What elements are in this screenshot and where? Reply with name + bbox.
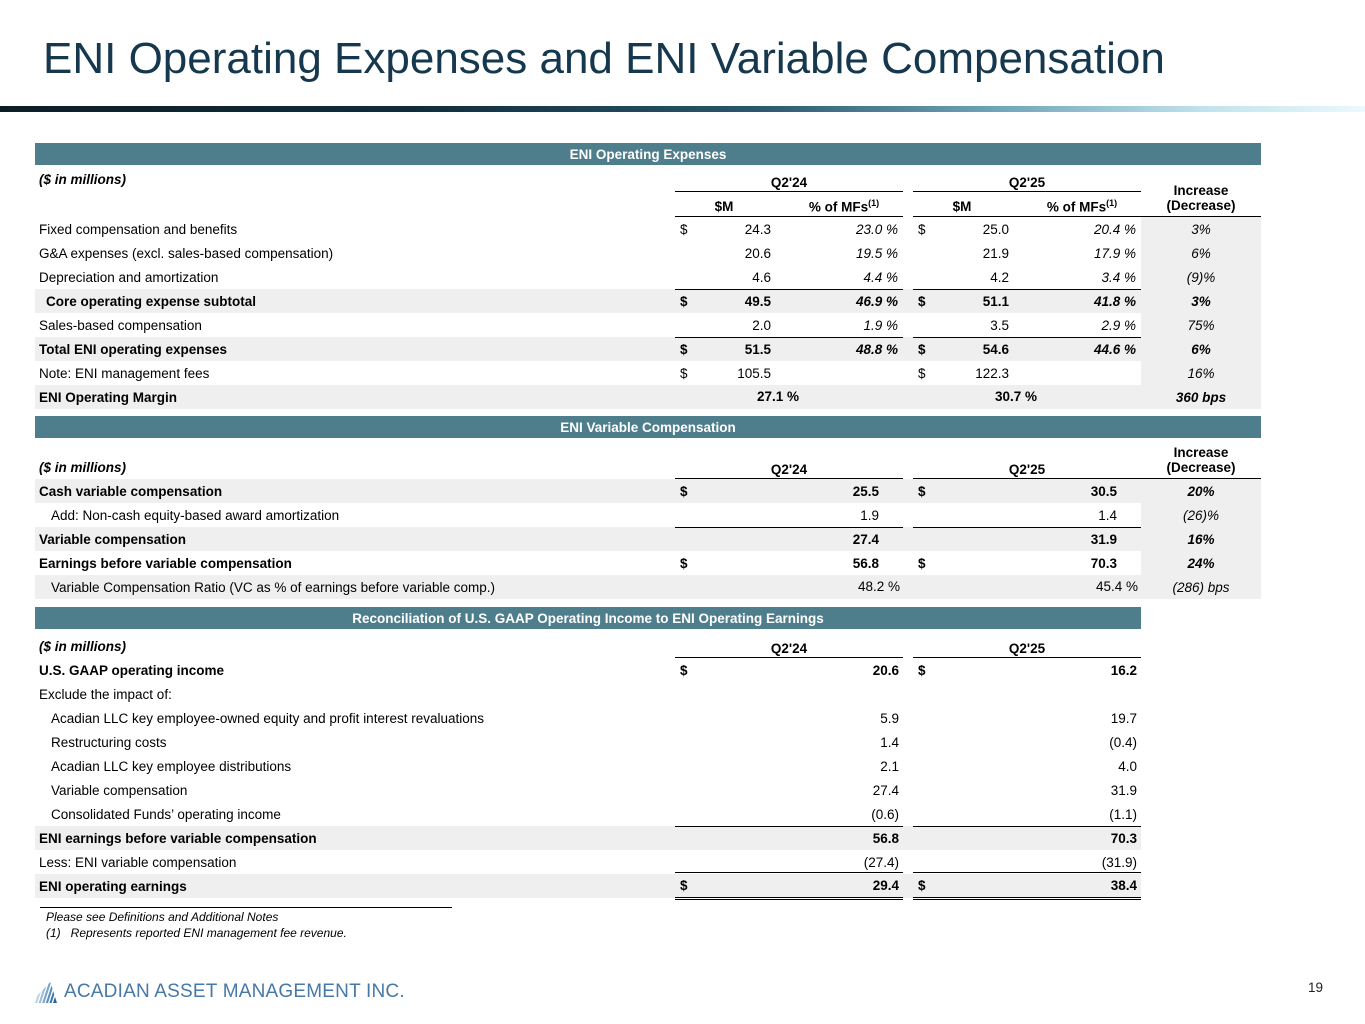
q224-cells: [675, 289, 903, 314]
table-row: [35, 241, 1261, 265]
increase-cell: 75%: [1141, 313, 1261, 337]
dollar-sign: $: [680, 365, 688, 381]
q224-cells: [675, 385, 903, 409]
table-row: [35, 265, 1261, 289]
pct-q224: 19.5 %: [855, 245, 898, 261]
value-q225: (1.1): [1109, 806, 1137, 822]
q225-cells: [913, 337, 1141, 362]
dollar-sign: $: [680, 877, 688, 893]
row-label: Core operating expense subtotal: [46, 293, 257, 309]
row-label: G&A expenses (excl. sales-based compensation): [39, 245, 334, 261]
increase-cell: 3%: [1141, 289, 1261, 313]
value-q224: 25.5: [852, 483, 879, 499]
table-row: [35, 802, 1141, 826]
increase-cell: (26)%: [1141, 503, 1261, 527]
row-label: ENI Operating Margin: [39, 389, 178, 405]
increase-line2: (Decrease): [1166, 460, 1236, 475]
q224-cells: [675, 754, 903, 778]
units-label: ($ in millions): [39, 639, 127, 654]
subcol-pct-of-mfs: [773, 198, 903, 215]
q225-cells: [913, 706, 1141, 730]
value-q225: 122.3: [975, 365, 1009, 381]
value-q224: 20.6: [744, 245, 771, 261]
table-row: [35, 778, 1141, 802]
row-label: Consolidated Funds’ operating income: [51, 806, 281, 822]
q224-cells: [675, 778, 903, 802]
row-label: Acadian LLC key employee distributions: [51, 758, 292, 774]
row-label: Fixed compensation and benefits: [39, 221, 238, 237]
row-label: Less: ENI variable compensation: [39, 854, 237, 870]
increase-cell: (9)%: [1141, 265, 1261, 289]
value-q224: 105.5: [737, 365, 771, 381]
table-row: [35, 754, 1141, 778]
value-q224: 29.4: [872, 877, 899, 893]
increase-line1: Increase: [1173, 445, 1229, 460]
column-gap: [903, 629, 913, 658]
value-q225: 4.2: [990, 269, 1009, 285]
row-label: Total ENI operating expenses: [39, 341, 228, 357]
table-row: [35, 874, 1141, 898]
q224-cells: [675, 575, 903, 599]
table-row: [35, 503, 1261, 527]
table-title: ENI Operating Expenses: [569, 146, 727, 162]
column-header-row: [35, 629, 1141, 658]
table-row: [35, 575, 1261, 599]
value-q224: 48.2 %: [857, 579, 900, 594]
q225-cells: [913, 217, 1141, 241]
dollar-sign: $: [680, 221, 688, 237]
pct-q224: 1.9 %: [863, 317, 898, 333]
col-header-q224: Q2'24: [675, 175, 903, 192]
value-q225: 19.7: [1110, 710, 1137, 726]
table-row: [35, 289, 1261, 313]
subheader-q225: [913, 192, 1141, 217]
subcol-dollar-m: $M: [952, 199, 972, 214]
q225-cells: [913, 385, 1141, 409]
value-q225: 51.1: [982, 294, 1009, 309]
value-q224: (27.4): [863, 854, 899, 870]
q224-cells: [675, 826, 903, 851]
q224-cells: [675, 361, 903, 385]
pct-q224: 46.9 %: [855, 294, 898, 309]
dollar-sign: $: [918, 877, 926, 893]
table-row: [35, 551, 1261, 575]
acadian-logo-icon: [30, 982, 57, 1003]
q224-cells: [675, 551, 903, 575]
value-q225: 38.4: [1110, 877, 1137, 893]
col-header-q224: Q2'24: [675, 641, 903, 658]
value-q224: 49.5: [744, 294, 771, 309]
table-row: [35, 385, 1261, 409]
table-row: [35, 730, 1141, 754]
value-q224: 24.3: [744, 221, 771, 237]
dollar-sign: $: [918, 483, 926, 499]
q224-cells: [675, 479, 903, 503]
value-q225: (0.4): [1109, 734, 1137, 750]
increase-cell: 6%: [1141, 337, 1261, 361]
pct-of-mfs-label: % of MFs: [808, 199, 869, 214]
table-row: [35, 826, 1141, 850]
table-header-bar: [35, 607, 1141, 629]
subcol-dollar-m: $M: [714, 199, 734, 214]
q225-cells: [913, 479, 1141, 503]
pct-q225: 2.9 %: [1101, 317, 1136, 333]
pct-of-mfs-label: % of MFs: [1046, 199, 1107, 214]
q224-cells: [675, 730, 903, 754]
dollar-sign: $: [918, 294, 926, 309]
footnote-divider: [40, 907, 452, 908]
table-header-bar: [35, 416, 1261, 438]
page-title: ENI Operating Expenses and ENI Variable Compensation: [43, 34, 1165, 83]
q225-cells: [913, 265, 1141, 289]
table-row: [35, 217, 1261, 241]
q224-cells: [675, 850, 903, 874]
row-label: Sales-based compensation: [39, 317, 202, 333]
row-label: ENI operating earnings: [39, 878, 187, 894]
col-header-q225: Q2'25: [913, 175, 1141, 192]
row-label: Add: Non-cash equity-based award amortization: [51, 507, 340, 523]
value-q224: (0.6): [871, 806, 899, 822]
footer-brand: [30, 981, 405, 1003]
q224-cells: [675, 706, 903, 730]
dollar-sign: $: [680, 342, 688, 357]
q225-cells: [913, 778, 1141, 802]
q225-cells: [913, 850, 1141, 874]
table-row: [35, 337, 1261, 361]
pct-q225: 41.8 %: [1093, 294, 1136, 309]
value-q225: (31.9): [1101, 854, 1137, 870]
col-header-q225: Q2'25: [913, 462, 1141, 479]
increase-cell: 24%: [1141, 551, 1261, 575]
table-row: [35, 361, 1261, 385]
q224-cells: [675, 872, 903, 900]
q225-cells: [913, 826, 1141, 851]
pct-q225: 17.9 %: [1093, 245, 1136, 261]
value-q224: 20.6: [872, 662, 899, 678]
row-label: Variable Compensation Ratio (VC as % of earnings before variable comp.): [51, 579, 495, 595]
value-q225: 30.7 %: [994, 389, 1037, 404]
q224-cells: [675, 217, 903, 241]
dollar-sign: $: [680, 483, 688, 499]
subcol-pct-of-mfs: [1011, 198, 1141, 215]
table-row: [35, 658, 1141, 682]
subheader-q224: [675, 192, 903, 217]
pct-q224: 23.0 %: [855, 221, 898, 237]
value-q224: 56.8: [872, 831, 899, 846]
table-gaap-reconciliation: [35, 607, 1141, 898]
row-label: Earnings before variable compensation: [39, 555, 292, 571]
value-q225: 4.0: [1118, 758, 1137, 774]
value-q224: 2.1: [880, 758, 899, 774]
q225-cells: [913, 503, 1141, 527]
value-q224: 2.0: [752, 317, 771, 333]
dollar-sign: $: [680, 555, 688, 571]
dollar-sign: $: [918, 365, 926, 381]
dollar-sign: $: [918, 662, 926, 678]
value-q224: 1.9: [860, 507, 879, 523]
pct-q225: 20.4 %: [1093, 221, 1136, 237]
q224-cells: [675, 658, 903, 682]
dollar-sign: $: [918, 221, 926, 237]
q224-cells: [675, 682, 903, 706]
value-q224: 27.4: [852, 532, 879, 547]
row-label: Cash variable compensation: [39, 483, 223, 499]
q225-cells: [913, 289, 1141, 314]
increase-line2: (Decrease): [1166, 198, 1236, 213]
column-header-row: [35, 165, 1261, 217]
row-label: Exclude the impact of:: [39, 686, 172, 702]
row-label: U.S. GAAP operating income: [39, 662, 225, 678]
table-row: [35, 850, 1141, 874]
pct-q224: 4.4 %: [863, 269, 898, 285]
footnote-marker: (1): [868, 197, 880, 208]
col-header-increase: [1141, 165, 1261, 217]
value-q224: 1.4: [880, 734, 899, 750]
value-q225: 25.0: [982, 221, 1009, 237]
footnote-definitions: Please see Definitions and Additional Notes: [46, 910, 279, 924]
q225-cells: [913, 575, 1141, 599]
value-q224: 4.6: [752, 269, 771, 285]
pct-q225: 44.6 %: [1093, 342, 1136, 357]
q225-cells: [913, 551, 1141, 575]
dollar-sign: $: [918, 342, 926, 357]
increase-cell: 3%: [1141, 217, 1261, 241]
q225-cells: [913, 872, 1141, 900]
q224-cells: [675, 313, 903, 337]
increase-cell: 6%: [1141, 241, 1261, 265]
value-q224: 27.1 %: [756, 389, 799, 404]
q225-cells: [913, 361, 1141, 385]
value-q225: 1.4: [1098, 507, 1117, 523]
value-q225: 45.4 %: [1095, 579, 1138, 594]
table-row: [35, 682, 1141, 706]
table-row: [35, 479, 1261, 503]
dollar-sign: $: [680, 294, 688, 309]
increase-line1: Increase: [1173, 183, 1229, 198]
value-q225: 54.6: [982, 342, 1009, 357]
row-label: Depreciation and amortization: [39, 269, 219, 285]
table-header-bar: [35, 143, 1261, 165]
table-row: [35, 706, 1141, 730]
increase-cell: 360 bps: [1141, 385, 1261, 409]
title-divider-bar: [0, 106, 1365, 112]
table-eni-operating-expenses: [35, 143, 1261, 409]
table-title: Reconciliation of U.S. GAAP Operating Income to ENI Operating Earnings: [352, 610, 824, 626]
pct-q224: 48.8 %: [855, 342, 898, 357]
col-header-increase: [1141, 438, 1261, 479]
increase-cell: (286) bps: [1141, 575, 1261, 599]
value-q225: 70.3: [1090, 555, 1117, 571]
value-q225: 30.5: [1090, 483, 1117, 499]
increase-cell: 16%: [1141, 527, 1261, 551]
value-q224: 51.5: [744, 342, 771, 357]
table-row: [35, 313, 1261, 337]
q225-cells: [913, 754, 1141, 778]
q224-cells: [675, 337, 903, 362]
q225-cells: [913, 730, 1141, 754]
q224-cells: [675, 241, 903, 265]
column-gap: [903, 438, 913, 479]
units-label: ($ in millions): [39, 172, 127, 187]
pct-q225: 3.4 %: [1101, 269, 1136, 285]
dollar-sign: $: [680, 662, 688, 678]
table-title: ENI Variable Compensation: [560, 419, 736, 435]
table-eni-variable-compensation: [35, 416, 1261, 599]
q224-cells: [675, 503, 903, 527]
table-row: [35, 527, 1261, 551]
value-q224: 27.4: [872, 782, 899, 798]
q225-cells: [913, 682, 1141, 706]
value-q225: 31.9: [1110, 782, 1137, 798]
q225-cells: [913, 313, 1141, 337]
q225-cells: [913, 658, 1141, 682]
increase-cell: 16%: [1141, 361, 1261, 385]
value-q224: 5.9: [880, 710, 899, 726]
value-q224: 56.8: [852, 555, 879, 571]
q224-cells: [675, 527, 903, 552]
row-label: Note: ENI management fees: [39, 365, 210, 381]
q225-cells: [913, 241, 1141, 265]
footnote-1: (1) Represents reported ENI management fee revenue.: [46, 926, 347, 940]
q224-cells: [675, 265, 903, 289]
page-number: 19: [1308, 980, 1324, 995]
value-q225: 31.9: [1090, 532, 1117, 547]
dollar-sign: $: [918, 555, 926, 571]
q225-cells: [913, 527, 1141, 552]
row-label: ENI earnings before variable compensation: [39, 830, 317, 846]
units-label: ($ in millions): [39, 460, 127, 475]
brand-name: ACADIAN ASSET MANAGEMENT INC.: [64, 981, 405, 1002]
col-header-q225: Q2'25: [913, 641, 1141, 658]
footnote-marker: (1): [1106, 197, 1118, 208]
value-q225: 3.5: [990, 317, 1009, 333]
col-header-q224: Q2'24: [675, 462, 903, 479]
row-label: Variable compensation: [39, 531, 187, 547]
value-q225: 70.3: [1110, 831, 1137, 846]
value-q225: 21.9: [982, 245, 1009, 261]
increase-cell: 20%: [1141, 479, 1261, 503]
q224-cells: [675, 802, 903, 826]
row-label: Restructuring costs: [51, 734, 167, 750]
row-label: Acadian LLC key employee-owned equity and profit interest revaluations: [51, 710, 485, 726]
q225-cells: [913, 802, 1141, 826]
row-label: Variable compensation: [51, 782, 188, 798]
value-q225: 16.2: [1110, 662, 1137, 678]
column-header-row: [35, 438, 1261, 479]
